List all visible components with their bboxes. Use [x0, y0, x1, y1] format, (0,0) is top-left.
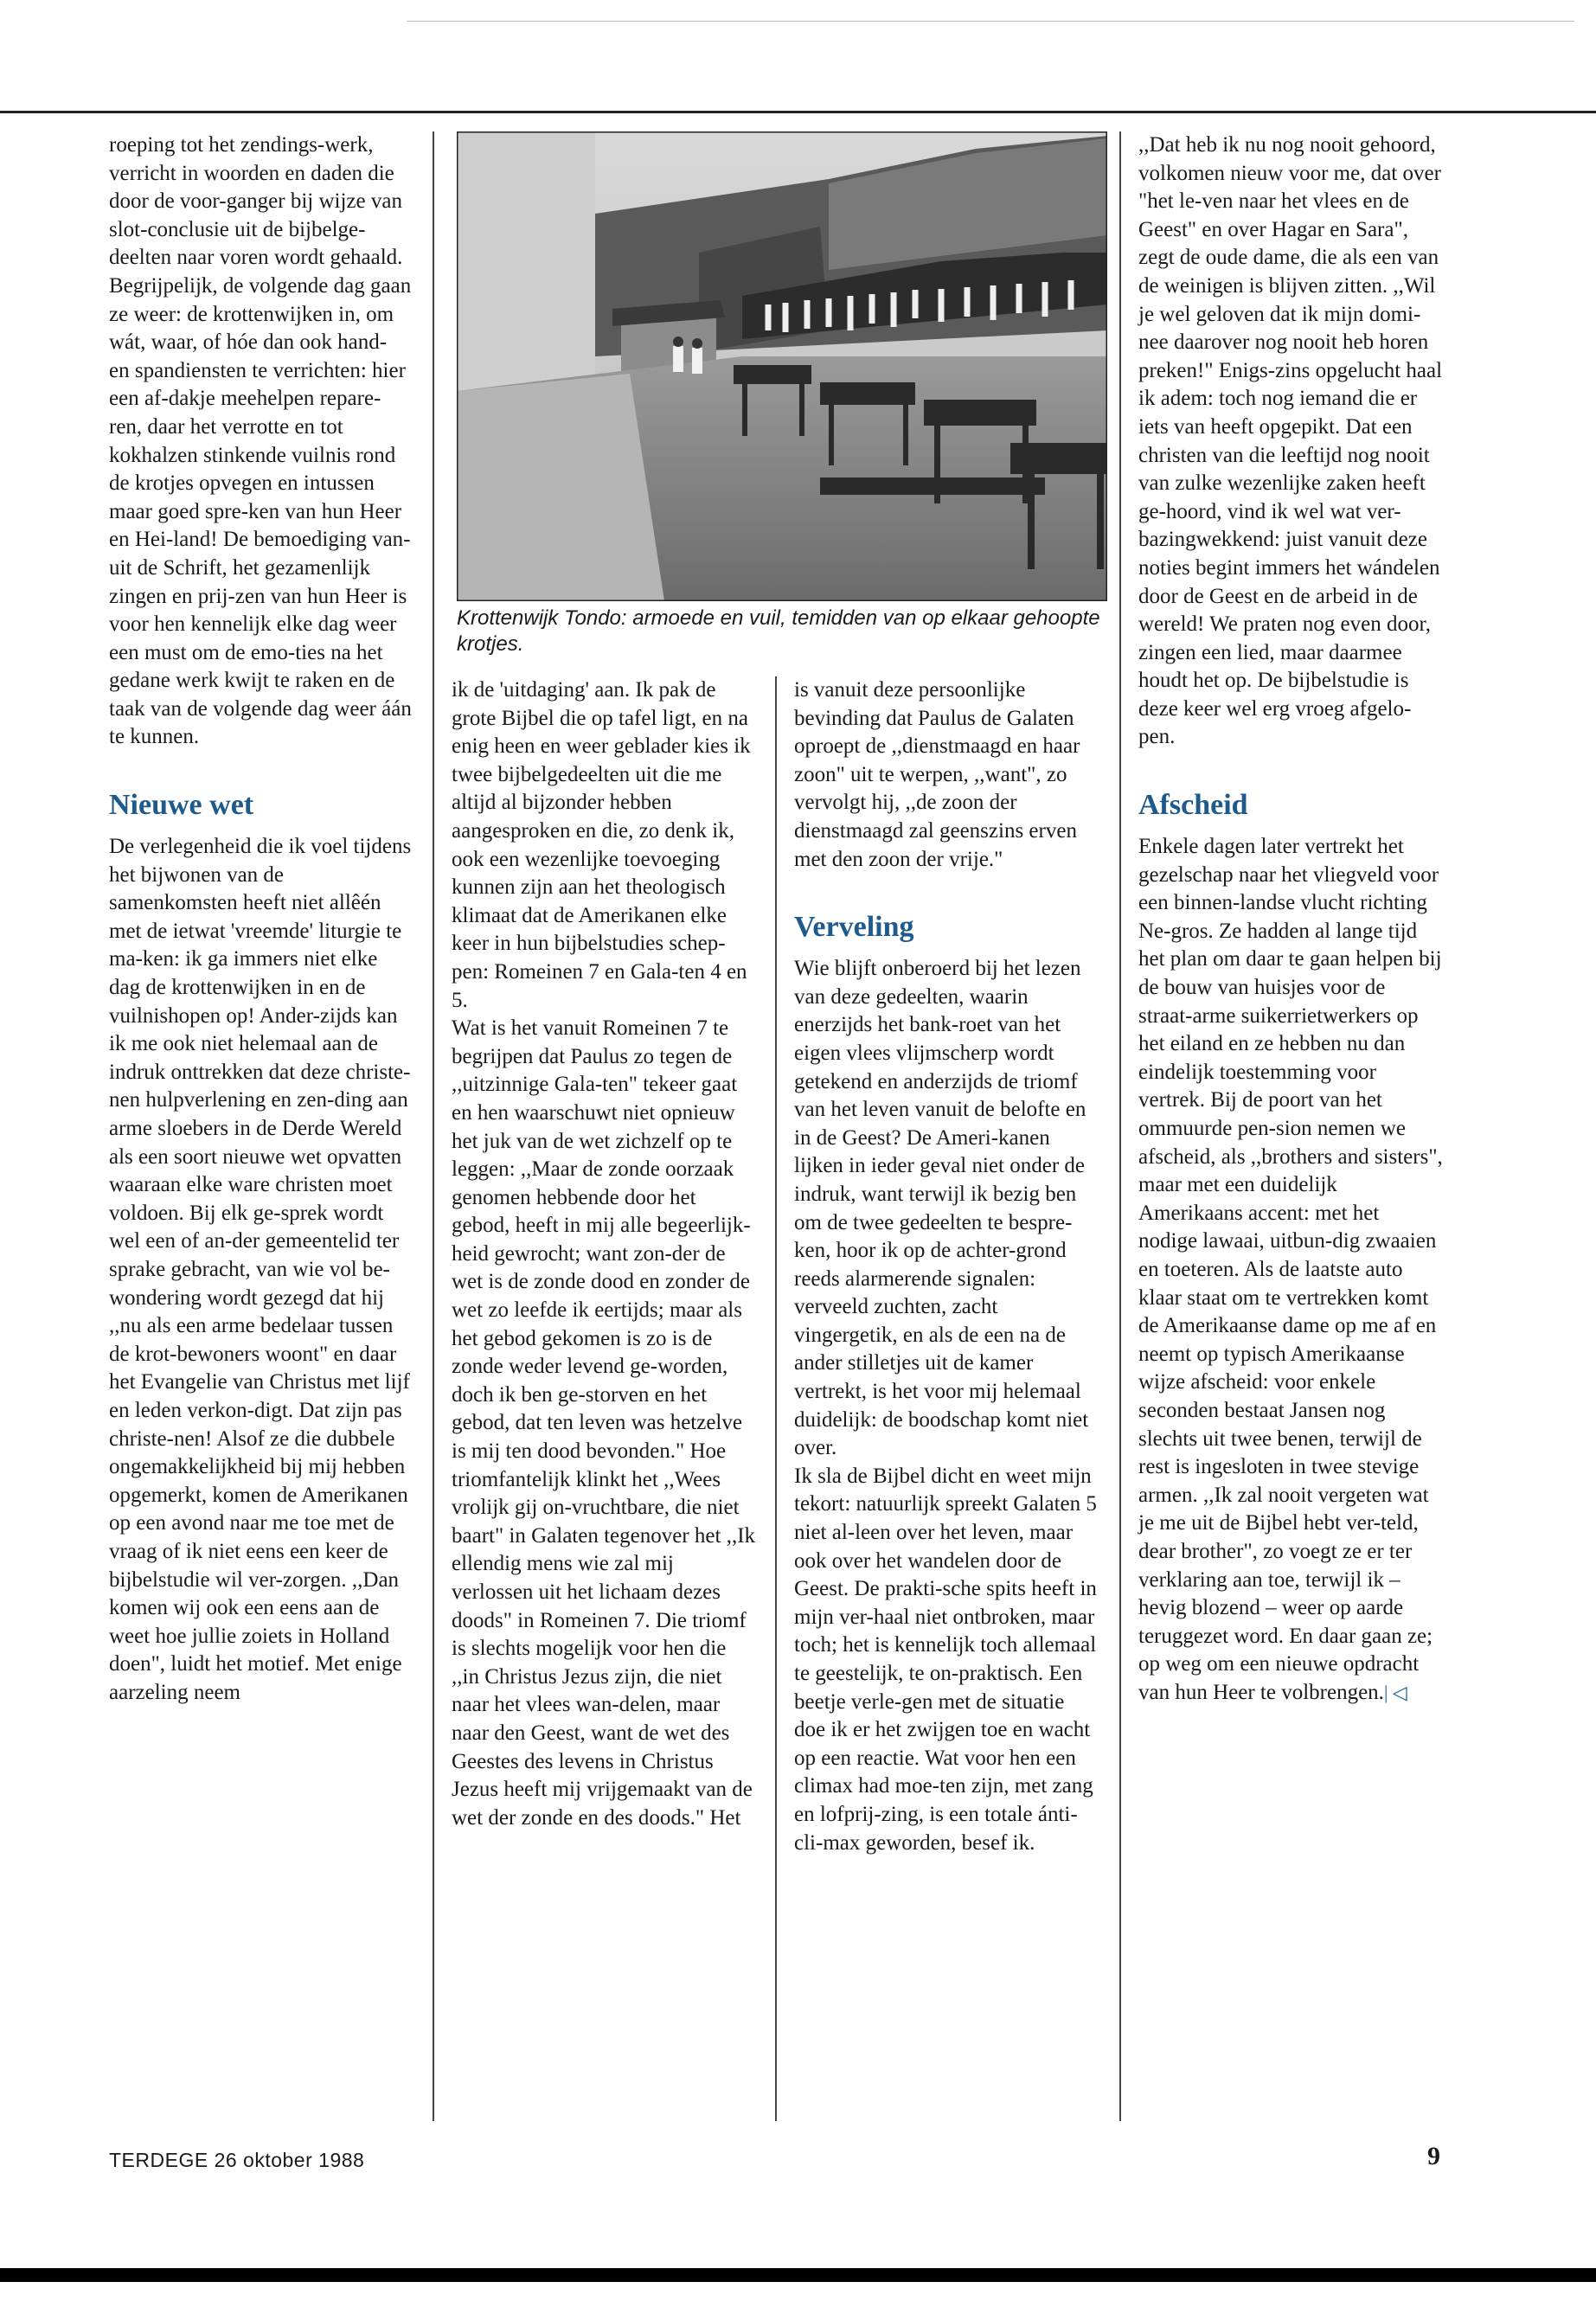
column-1	[109, 131, 412, 1707]
paragraph: ,,Dat heb ik nu nog nooit gehoord, volkomen nieuw voor me, dat over "het le-ven naar het vlees en de Geest" en over Hagar en Sara", zegt de oude dame, die als een van de weinigen is blijven zitten. ,,Wil je wel geloven dat ik mijn domi-nee daarover nog nooit heb horen preken!" Enigs-zins opgelucht haal ik adem: toch nog iemand die er iets van heeft opgepikt. Dat een christen van die leeftijd nog nooit van zulke wezenlijke zaken heeft ge-hoord, vind ik wel wat ver-bazingwekkend: juist vanuit deze noties begint immers het wándelen door de Geest en de arbeid in de wereld! We praten nog even door, zingen een lied, maar daarmee houdt het op. De bijbelstudie is deze keer wel erg vroeg afgelo-pen.	[1138, 133, 1443, 749]
column-4	[1138, 131, 1443, 1707]
photo-krottenwijk-tondo	[457, 131, 1107, 601]
bottom-border	[0, 2268, 1596, 2282]
column-divider	[433, 131, 434, 2121]
header-rule	[0, 111, 1596, 113]
section-heading-afscheid: Afscheid	[1138, 789, 1248, 822]
column-divider	[1119, 131, 1121, 2121]
publication-footer: TERDEGE 26 oktober 1988	[109, 2149, 365, 2171]
column-2	[452, 676, 756, 1832]
paragraph: De verlegenheid die ik voel tijdens het bijwonen van de samenkomsten heeft niet allêén met de ietwat 'vreemde' liturgie te ma-ken: ik ga immers niet elke dag de krottenwijken in en de vuilnishopen op! Ander-zijds kan ik me ook niet helemaal aan de indruk onttrekken dat deze christe-nen hulpverlening en zen-ding aan arme sloebers in de Derde Wereld als een soort nieuwe wet opvatten waaraan elke ware christen moet voldoen. Bij elk ge-sprek wordt wel een of an-der gemeentelid ter sprake gebracht, van wie vol be-wondering wordt gezegd dat hij ,,nu als een arme bedelaar tussen de krot-bewoners woont" en daar het Evangelie van Christus met lijf en leden verkon-digt. Dat zijn pas christe-nen! Alsof ze die dubbele ongemakkelijkheid bij mij hebben opgemerkt, komen de Amerikanen op een avond naar me toe met de vraag of ik niet eens een keer de bijbelstudie wil ver-zorgen. ,,Dan komen wij ook een eens aan de weet hoe jullie zoiets in Holland doen", luidt het motief. Met enige aarzeling neem	[109, 835, 412, 1704]
paragraph: Ik sla de Bijbel dicht en weet mijn tekort: natuurlijk spreekt Galaten 5 niet al-leen over het leven, maar ook over het wandelen door de Geest. De prakti-sche spits heeft in mijn ver-haal niet ontbroken, maar toch; het is kennelijk toch allemaal te geestelijk, te on-praktisch. Een beetje verle-gen met de situatie doe ik er het zwijgen toe en wacht op een reactie. Wat voor hen een climax had moe-ten zijn, met zang en lofprij-zing, is een totale ánti-cli-max geworden, besef ik.	[794, 1464, 1097, 1855]
paragraph: Wat is het vanuit Romeinen 7 te begrijpen dat Paulus zo tegen de ,,uitzinnige Gala-ten" tekeer gaat en hen waarschuwt niet opnieuw het juk van de wet zichzelf op te leggen: ,,Maar de zonde oorzaak genomen hebbende door het gebod, heeft in mij alle begeerlijk-heid gewrocht; want zon-der de wet is de zonde dood en zonder de wet zo leefde ik eertijds; maar als het gebod gekomen is zo is de zonde weder levend ge-worden, doch ik ben ge-storven en het gebod, dat ten leven was hetzelve is mij ten dood bevonden." Hoe triomfantelijk klinkt het ,,Wees vrolijk gij on-vruchtbare, die niet baart" in Galaten tegenover het ,,Ik ellendig mens wie zal mij verlossen uit het lichaam dezes doods" in Romeinen 7. Die triomf is slechts mogelijk voor hen die ,,in Christus Jezus zijn, die niet naar het vlees wan-delen, maar naar den Geest, want de wet des Geestes des levens in Christus Jezus heeft mij vrijgemaakt van de wet der zonde en des doods." Het	[452, 1016, 756, 1830]
paragraph: Wie blijft onberoerd bij het lezen van deze gedeelten, waarin enerzijds het bank-roet van het eigen vlees vlijmscherp wordt getekend en anderzijds de triomf van het leven vanuit de belofte en in de Geest? De Ameri-kanen lijken in ieder geval niet onder de indruk, want terwijl ik bezig ben om de twee gedeelten te bespre-ken, hoor ik op de achter-grond reeds alarmerende signalen: verveeld zuchten, zacht vingergetik, en als de een na de ander stilletjes uit de kamer vertrekt, is het voor mij helemaal duidelijk: de boodschap komt niet over.	[794, 957, 1089, 1460]
section-heading-verveling: Verveling	[794, 911, 914, 944]
column-3	[794, 676, 1099, 1857]
top-hairline	[407, 21, 1574, 22]
end-of-article-mark: | ◁	[1383, 1681, 1407, 1703]
paragraph	[1138, 833, 1443, 1707]
page-number: 9	[1427, 2142, 1440, 2170]
section-heading-nieuwe-wet: Nieuwe wet	[109, 789, 254, 822]
slum-street-image	[457, 131, 1107, 601]
paragraph: roeping tot het zendings-werk, verricht in woorden en daden die door de voor-ganger bij wijze van slot-conclusie uit de bijbelge-deelten naar voren wordt gehaald. Begrijpelijk, de volgende dag gaan ze weer: de krottenwijken in, om wát, waar, of hóe dan ook hand- en spandiensten te verrichten: hier een af-dakje meehelpen repare-ren, daar het verrotte en tot kokhalzen stinkende vuilnis rond de krotjes opvegen en intussen maar goed spre-ken van hun Heer en Hei-land! De bemoediging van-uit de Schrift, het gezamenlijk zingen en prij-zen van hun Heer is voor hen kennelijk elke dag weer een must om de emo-ties na het gedane werk kwijt te raken en de taak van de volgende dag weer áán te kunnen.	[109, 133, 412, 749]
photo-caption: Krottenwijk Tondo: armoede en vuil, temidden van op elkaar gehoopte krotjes.	[457, 606, 1100, 656]
paragraph: is vanuit deze persoonlijke bevinding dat Paulus de Galaten oproept de ,,dienstmaagd en haar zoon" uit te werpen, ,,want", zo vervolgt hij, ,,de zoon der dienstmaagd zal geenszins erven met den zoon der vrije."	[794, 678, 1080, 871]
paragraph-text: Enkele dagen later vertrekt het gezelschap naar het vliegveld voor een binnen-landse vlucht richting Ne-gros. Ze hadden al lange tijd het plan om daar te gaan helpen bij de bouw van huisjes voor de straat-arme suikerrietwerkers op het eiland en ze hebben nu dan eindelijk toestemming voor vertrek. Bij de poort van het ommuurde pen-sion nemen we afscheid, als ,,brothers and sisters", maar met een duidelijk Amerikaans accent: met het nodige lawaai, uitbun-dig zwaaien en toeteren. Als de laatste auto klaar staat om te vertrekken komt de Amerikaanse dame op me af en neemt op typisch Amerikaanse wijze afscheid: voor enkele seconden bestaat Jansen nog slechts uit twee benen, terwijl de rest is ingesloten in twee stevige armen. ,,Ik zal nooit vergeten wat je me uit de Bijbel hebt ver-teld, dear brother", zo voegt ze er ter verklaring aan toe, terwijl ik – hevig blozend – weer op aarde teruggezet word. En daar gaan ze; op weg om een nieuwe opdracht van hun Heer te volbrengen.	[1138, 835, 1443, 1704]
paragraph: ik de 'uitdaging' aan. Ik pak de grote Bijbel die op tafel ligt, en na enig heen en weer geblader kies ik twee bijbelgedeelten uit die me altijd al bijzonder hebben aangesproken en die, zo denk ik, ook een wezenlijke toevoeging kunnen zijn aan het theologisch klimaat dat de Amerikanen elke keer in hun bijbelstudies schep-pen: Romeinen 7 en Gala-ten 4 en 5.	[452, 678, 751, 1012]
column-divider	[775, 676, 777, 2121]
